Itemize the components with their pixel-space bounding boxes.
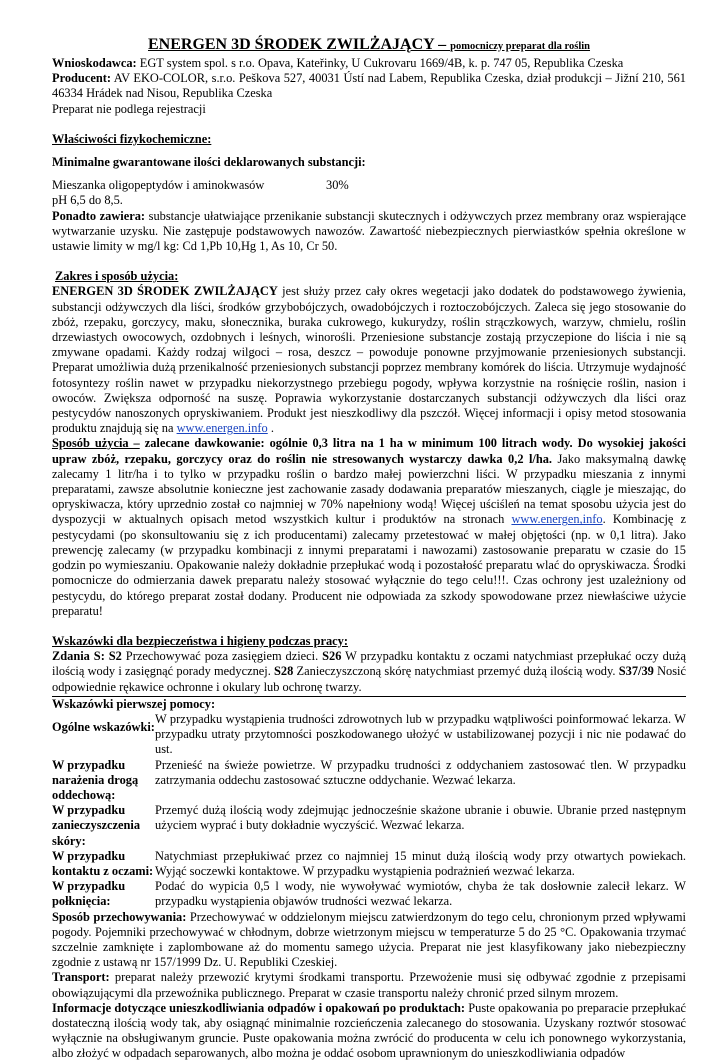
s2-text: Przechowywać poza zasięgiem dzieci. — [121, 649, 319, 664]
table-row — [52, 879, 686, 909]
s26-text: W przypadku kontaktu z oczami natychmiast przepłukać oczy dużą ilością wody i zasięgnąć porady medycznej. — [52, 649, 687, 679]
scope-text: jest służy przez cały okres wegetacji jako dodatek do podstawowego żywienia, substancji odżywczych dla liści, środków grzybobójczych, owadobójczych i roztoczobójczych. Zaleca się jego stosowanie do zbóż, rzepaku, gorczycy, maku, słonecznika, buraka cukrowego, kukurydzy, roślin strączkowych, warzyw, chmielu, roślin drzewiastych owocowych, ozdobnych i leśnych, winorośli. Przeniesione substancje zostają przyczepione do liścia i nie są zmywane opadami. Każdy rodzaj wilgoci – rosa, deszcz – powoduje ponowne przyjmowanie przeniesionych substancji. Preparat umożliwia dużą przenikalność przeniesionych substancji poprzez membrany komórek do liścia. Utrzymuje wydajność fotosyntezy roślin nawet w przypadku niekorzystnego przebiegu pogody, wpływa korzystnie na rośnięcie roślin, nasion i owoców. Zwiększa odporność na suszę. Poprawia wykorzystanie dostarczanych substancji odżywczych dla liści oraz pestycydów nanoszonych opryskiwaniem. Produkt jest nieszkodliwy dla pszczół. Więcej informacji i opisy metod stosowania produktu znajdują się na — [52, 284, 686, 436]
method-paragraph — [52, 436, 686, 618]
transport-text: preparat należy przewozić krytymi środkami transportu. Przewożenie musi się odbywać zgodnie z przepisami obowiązującymi dla przewoźnika publicznego. Preparat w czasie transportu należy chronić przed silnym mrozem. — [52, 970, 686, 1000]
first-aid-label: Ogólne wskazówki: — [52, 719, 155, 734]
s37-39-code: S37/39 — [615, 664, 654, 679]
disposal-label: Informacje dotyczące unieszkodliwiania odpadów i opakowań po produktach: — [52, 1000, 466, 1015]
first-aid-text: Przenieść na świeże powietrze. W przypadku trudności z oddychaniem zastosować tlen. W przypadku zatrzymania oddechu zastosować sztuczne oddychanie. Wezwać lekarza. — [155, 757, 686, 787]
method-text: Jako maksymalną dawkę zalecamy 1 litr/ha i to tylko w przypadku roślin o bardzo małej powierzchni liści. W przypadku mieszania z innymi preparatami, zawsze absolutnie konieczne jest zachowanie zasady dodawania preparatów mieszanych, ciągle je mieszając, do opryskiwacza, który uprzednio został co najmniej w 70% napełniony wodą! Więcej uściśleń na temat sposobu użycia jest do dyspozycji w aktualnych opisach metod wszystkich kultur i produktów na stronach — [52, 451, 686, 527]
energen-link[interactable]: www.energen.info — [176, 421, 268, 436]
substance-row — [52, 178, 686, 193]
method-text-2: . Kombinację z pestycydami (po skonsultowaniu się z ich producentami) zalecamy przetestować w małej objętości (np. w 0,1 litra). Jako prewencję zalecamy (w przypadku kombinacji z innymi preparatami i nawozami) zastosowanie preparatu w czasie do 15 godzin po wymieszaniu. Opakowanie należy dokładnie przepłukać wodą i pozostałość preparatu wlać do opryskiwacza. Środki pomocnicze do odmierzania dawek preparatu należy stosować wyłącznie do tego celu!!!. Czas ochrony jest uzależniony od pestycydu, do którego preparat został dodany. Producent nie odpowiada za szkody spowodowane przez niewłaściwe użycie preparatu! — [52, 512, 686, 618]
properties-heading: Właściwości fizykochemiczne: — [52, 131, 212, 146]
table-row — [52, 758, 686, 804]
storage-text: Przechowywać w oddzielonym miejscu zatwierdzonym do tego celu, chronionym przed wpływami pogody. Pojemniki przechowywać w chłodnym, dobrze wietrzonym miejscu w temperaturze 5 do 25 °C. Opakowania trzymać szczelnie zamknięte i zaplombowane aż do momentu samego użycia. Preparat nie jest klasyfikowany jako niebezpieczny zgodnie z ustawą nr 157/1999 Dz. U. Republiki Czeskiej. — [52, 909, 686, 970]
document-title — [52, 36, 686, 56]
s28-text: Zanieczyszczoną skórę natychmiast przemyć dużą ilością wody. — [293, 664, 616, 679]
method-label: Sposób użycia – — [52, 436, 140, 451]
producer-value: AV EKO-COLOR, s.r.o. Peškova 527, 40031 Ústí nad Labem, Republika Czeska, dział produkcji – Jižní 210, 561 46334 Hrádek nad Nisou, Republika Czeska — [52, 71, 686, 101]
applicant-label: Wnioskodawca: — [52, 56, 137, 70]
first-aid-label: W przypadku zanieczyszczenia skóry: — [52, 803, 141, 848]
first-aid-label: W przypadku kontaktu z oczami: — [52, 848, 154, 878]
first-aid-label: W przypadku narażenia drogą oddechową: — [52, 757, 139, 802]
contains-label: Ponadto zawiera: — [52, 208, 146, 223]
contains-text: substancje ułatwiające przenikanie substancji skutecznych i odżywczych przez membrany oraz wspierające wytwarzanie uzysku. Nie zastępuje podstawowych nawozów. Zawartość niebezpiecznych pierwiastków spełnia określone w ustawie limity w mg/l kg: Cd 1,Pb 10,Hg 1, As 10, Cr 50. — [52, 208, 687, 254]
first-aid-label: W przypadku połknięcia: — [52, 879, 126, 909]
ph-range: pH 6,5 do 8,5. — [52, 193, 123, 208]
producer-label: Producent: — [52, 71, 111, 86]
method-dosage: zalecane dawkowanie: ogólnie 0,3 litra na 1 ha w minimum 100 litrach wody. Do wysokiej jakości upraw zbóż, rzepaku, gorczycy oraz do roślin nie stresowanych wystarczy dawka 0,2 l/ha. — [52, 436, 686, 466]
substance-name: Mieszanka oligopeptydów i aminokwasów — [52, 178, 265, 193]
energen-link-2[interactable]: www.energen,info — [511, 512, 603, 527]
transport-paragraph — [52, 970, 686, 1000]
s37-39-text: Nosić odpowiednie rękawice ochronne i okulary lub ochronę twarzy. — [52, 664, 686, 694]
contains-paragraph — [52, 209, 686, 255]
storage-paragraph — [52, 910, 686, 971]
title-subtitle: pomocniczy preparat dla roślin — [450, 41, 591, 52]
title-main: ENERGEN 3D ŚRODEK ZWILŻAJĄCY – — [147, 36, 451, 53]
applicant-line — [52, 56, 686, 71]
table-row — [52, 712, 686, 758]
product-name: ENERGEN 3D ŚRODEK ZWILŻAJĄCY — [52, 284, 278, 299]
substance-value: 30% — [326, 178, 349, 193]
first-aid-text: Natychmiast przepłukiwać przez co najmniej 15 minut dużą ilością wody przy otwartych powiekach. Wyjąć soczewki kontaktowe. W przypadku wystąpienia podrażnień wezwać lekarza. — [155, 848, 686, 878]
transport-label: Transport: — [52, 970, 110, 985]
safety-heading: Wskazówki dla bezpieczeństwa i higieny podczas pracy: — [52, 633, 348, 648]
disposal-paragraph — [52, 1001, 686, 1062]
applicant-value: EGT system spol. s r.o. Opava, Kateřinky, U Cukrovaru 1669/4B, k. p. 747 05, Republika Czeska — [136, 56, 624, 70]
min-substances-heading: Minimalne gwarantowane ilości deklarowanych substancji: — [52, 155, 366, 170]
scope-text-end: . — [267, 421, 274, 436]
storage-label: Sposób przechowywania: — [52, 909, 187, 924]
first-aid-text: W przypadku wystąpienia trudności zdrowotnych lub w przypadku wątpliwości poinformować lekarza. W przypadku utraty przytomności poszkodowanego ułożyć w ustabilizowanej pozycji i nic nie podawać do ust. — [155, 711, 686, 757]
s2-code: S2 — [104, 649, 122, 664]
scope-paragraph — [52, 284, 686, 436]
first-aid-text: Podać do wypicia 0,5 l wody, nie wywoływać wymiotów, chyba że tak dosłownie zalecił lekarz. W przypadku wystąpienia objawów trudności wezwać lekarza. — [155, 879, 686, 909]
s-phrases-label: Zdania S: — [52, 649, 105, 664]
producer-line — [52, 71, 686, 101]
registration-note: Preparat nie podlega rejestracji — [52, 101, 206, 116]
first-aid-table — [52, 696, 686, 910]
first-aid-heading: Wskazówki pierwszej pomocy: — [52, 696, 216, 711]
table-row — [52, 849, 686, 879]
safety-phrases — [52, 649, 686, 695]
s28-code: S28 — [270, 664, 294, 679]
disposal-text: Puste opakowania po preparacie przepłukać dostateczną ilością wody tak, aby osiągnąć minimalnie rozcieńczenia zalecanego do stosowania. Uzyskany roztwór stosować wyłącznie na obsługiwanym gruncie. Puste opakowania można zwrócić do producenta w celu ich ponownego wykorzystania, albo złożyć w odpadach separowanych, albo można je oddać osobom uprawnionym do unieszkodliwiania odpadów — [52, 1000, 686, 1061]
table-row — [52, 803, 686, 849]
first-aid-text: Przemyć dużą ilością wody zdejmując jednocześnie skażone ubranie i obuwie. Ubranie przed następnym użyciem wyprać i buty dokładnie wyczyścić. Wezwać lekarza. — [155, 803, 686, 833]
scope-heading: Zakres i sposób użycia: — [55, 269, 179, 284]
s26-code: S26 — [318, 649, 342, 664]
